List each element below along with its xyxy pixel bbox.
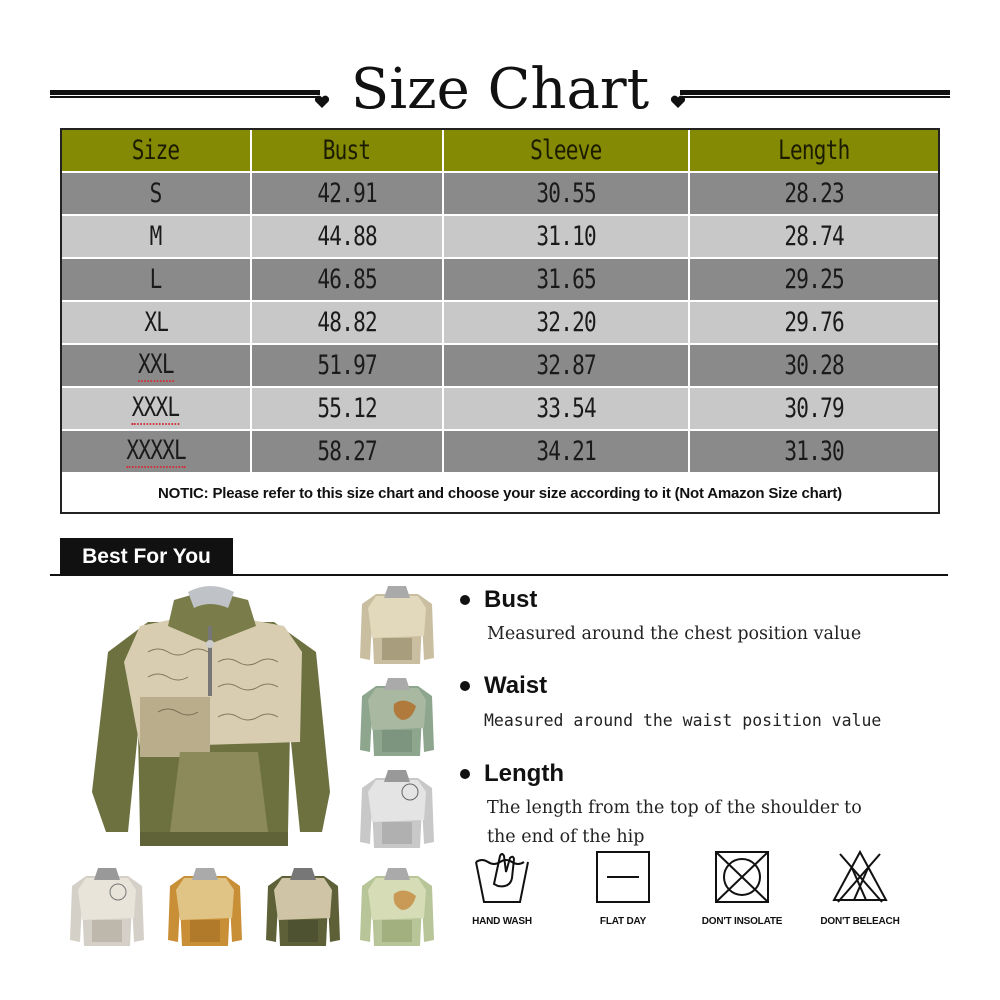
heart-icon: [314, 94, 330, 110]
table-cell: 30.28: [690, 345, 938, 388]
table-cell: 31.30: [690, 431, 938, 474]
measurement-description: Measured around the waist position value: [484, 711, 882, 730]
care-hand-wash: [432, 848, 572, 927]
table-cell: XXL: [62, 345, 252, 388]
table-header-cell: Bust: [252, 130, 444, 173]
care-label: HAND WASH: [472, 916, 532, 927]
no-bleach-icon: [828, 848, 892, 906]
care-dont-bleach: [790, 848, 930, 927]
table-row: [62, 216, 938, 259]
table-row: [62, 302, 938, 345]
table-cell: 33.54: [444, 388, 690, 431]
table-cell: 28.23: [690, 173, 938, 216]
table-cell: 29.25: [690, 259, 938, 302]
measurement-name: Waist: [484, 672, 548, 699]
table-cell: XXXXL: [62, 431, 252, 474]
table-cell: L: [62, 259, 252, 302]
table-cell: 28.74: [690, 216, 938, 259]
measurement-bust: [460, 586, 861, 649]
table-cell: 31.10: [444, 216, 690, 259]
title-rule-right: [680, 90, 950, 95]
measurement-name: Length: [484, 760, 564, 787]
table-cell: 58.27: [252, 431, 444, 474]
table-cell: 32.87: [444, 345, 690, 388]
thumbnail-image: [358, 674, 436, 760]
section-tab-best-for-you: Best For You: [60, 538, 233, 576]
table-row: [62, 388, 938, 431]
table-cell: XL: [62, 302, 252, 345]
table-cell: 44.88: [252, 216, 444, 259]
table-cell: 42.91: [252, 173, 444, 216]
table-header-cell: Sleeve: [444, 130, 690, 173]
table-cell: S: [62, 173, 252, 216]
table-cell: M: [62, 216, 252, 259]
thumbnail-image: [68, 864, 146, 950]
bullet-icon: [460, 769, 470, 779]
table-cell: 34.21: [444, 431, 690, 474]
measurement-description: Measured around the chest position value: [487, 624, 862, 644]
section-divider: [50, 574, 948, 576]
table-cell: XXXL: [62, 388, 252, 431]
table-cell: 55.12: [252, 388, 444, 431]
table-header-row: [62, 130, 938, 173]
table-header-cell: Length: [690, 130, 938, 173]
table-cell: 48.82: [252, 302, 444, 345]
table-cell: 46.85: [252, 259, 444, 302]
thumbnail-image: [358, 864, 436, 950]
title-row: [0, 52, 1000, 132]
flat-dry-icon: [591, 848, 655, 906]
measurement-description: The length from the top of the shoulder to the end of the hip: [487, 798, 862, 847]
title-rule-left: [50, 90, 320, 95]
bullet-icon: [460, 595, 470, 605]
table-row: [62, 345, 938, 388]
table-cell: 30.79: [690, 388, 938, 431]
no-tumble-dry-icon: [710, 848, 774, 906]
care-label: DON'T INSOLATE: [701, 916, 783, 927]
bullet-icon: [460, 681, 470, 691]
thumbnail-image: [358, 766, 436, 852]
table-row: [62, 431, 938, 474]
page-title: Size Chart: [350, 57, 650, 122]
table-row: [62, 173, 938, 216]
measurement-name: Bust: [484, 586, 538, 613]
table-cell: 51.97: [252, 345, 444, 388]
thumbnail-image: [358, 582, 436, 668]
thumbnail-image: [166, 864, 244, 950]
measurement-waist: [460, 672, 881, 735]
size-notice: NOTIC: Please refer to this size chart and choose your size according to it (Not Amazon Size chart): [62, 474, 938, 512]
thumbnail-image: [264, 864, 342, 950]
table-row: [62, 259, 938, 302]
table-cell: 29.76: [690, 302, 938, 345]
care-label: DON'T BELEACH: [820, 916, 900, 927]
table-cell: 30.55: [444, 173, 690, 216]
measurement-length: [460, 760, 880, 852]
size-table: [60, 128, 940, 514]
table-cell: 31.65: [444, 259, 690, 302]
care-label: FLAT DAY: [599, 916, 647, 927]
main-product-image: [88, 582, 334, 860]
table-cell: 32.20: [444, 302, 690, 345]
hand-wash-icon: [470, 848, 534, 906]
table-header-cell: Size: [62, 130, 252, 173]
